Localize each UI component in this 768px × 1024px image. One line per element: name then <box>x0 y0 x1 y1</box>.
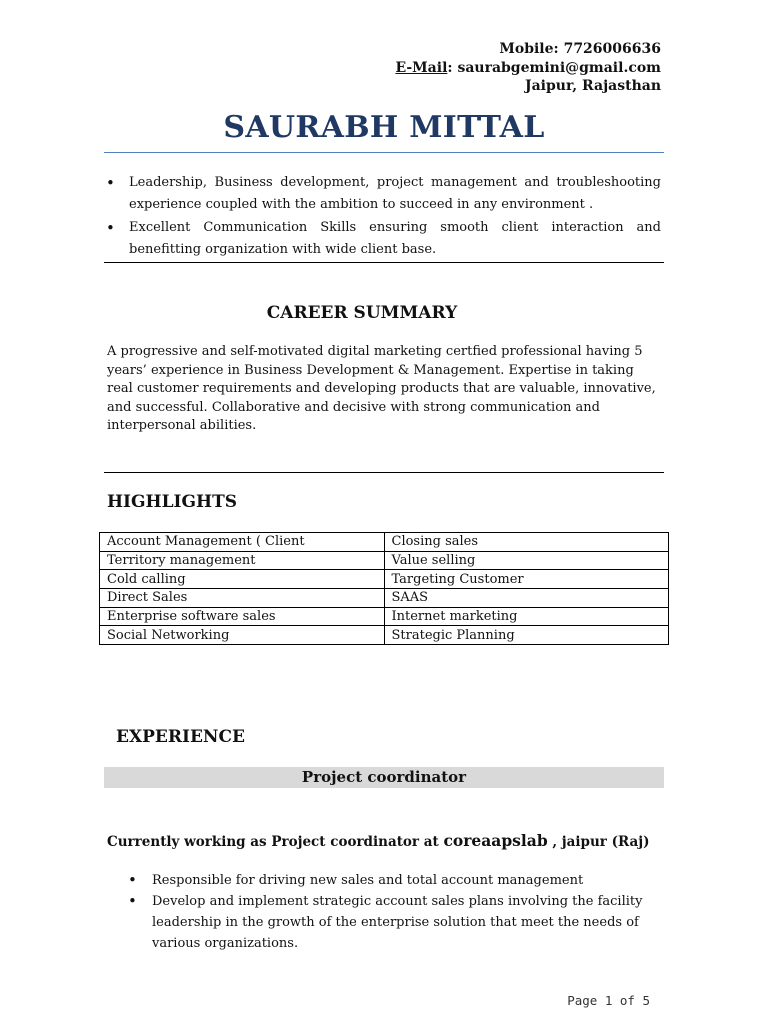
current-position-line <box>107 831 650 850</box>
table-cell: Value selling <box>384 551 669 570</box>
duty-item: • Develop and implement strategic account sales plans involving the facility leadership in the growth of the enterprise solution that meet the needs of various organizations. <box>128 891 648 954</box>
contact-block <box>395 40 661 96</box>
mobile-line <box>395 40 661 59</box>
email-address[interactable]: saurabgemini@gmail.com <box>457 59 661 76</box>
table-cell: Targeting Customer <box>384 570 669 589</box>
current-position-prefix: Currently working as Project coordinator at <box>107 834 439 850</box>
email-line: E-Mail: saurabgemini@gmail.com <box>395 59 661 76</box>
table-cell: Direct Sales <box>100 589 385 608</box>
table-row <box>100 607 669 626</box>
company-name: coreaapslab <box>443 831 548 850</box>
table-cell: Internet marketing <box>384 607 669 626</box>
table-cell: Closing sales <box>384 533 669 552</box>
table-cell: Cold calling <box>100 570 385 589</box>
table-row <box>100 533 669 552</box>
table-row <box>100 551 669 570</box>
career-summary-heading: CAREER SUMMARY <box>266 303 458 323</box>
table-cell: Territory management <box>100 551 385 570</box>
experience-heading: EXPERIENCE <box>116 727 245 747</box>
mobile-label: Mobile: <box>499 41 559 57</box>
table-row <box>100 570 669 589</box>
current-position-suffix: , jaipur (Raj) <box>552 834 650 850</box>
table-cell: Enterprise software sales <box>100 607 385 626</box>
intro-bullet: • Leadership, Business development, project management and troubleshooting experience coupled with the ambition to succeed in any environment . <box>104 172 661 216</box>
table-row <box>100 626 669 645</box>
duties-list <box>128 870 648 954</box>
highlights-table <box>99 532 669 645</box>
name-divider <box>104 152 664 153</box>
table-cell: Strategic Planning <box>384 626 669 645</box>
table-cell: SAAS <box>384 589 669 608</box>
role-title-bar: Project coordinator <box>104 767 664 788</box>
table-cell: Account Management ( Client <box>100 533 385 552</box>
candidate-name: SAURABH MITTAL <box>223 110 545 145</box>
career-summary-text: A progressive and self-motivated digital marketing certfied professional having 5 years’ experience in Business Development & Management. Expertise in taking real customer requirements and developing products that are valuable, innovative, and successful. Collaborative and decisive with strong communication and interpersonal abilities. <box>107 344 656 433</box>
page-number: Page 1 of 5 <box>567 993 650 1008</box>
table-cell: Social Networking <box>100 626 385 645</box>
summary-divider <box>104 472 664 473</box>
intro-bullet: • Excellent Communication Skills ensuring smooth client interaction and benefitting organization with wide client base. <box>104 217 661 261</box>
email-label: E-Mail <box>395 59 448 76</box>
duty-item: • Responsible for driving new sales and total account management <box>128 870 648 891</box>
table-row <box>100 589 669 608</box>
location: Jaipur, Rajasthan <box>524 78 661 94</box>
intro-bullet-list <box>104 172 661 262</box>
mobile-number: 7726006636 <box>563 41 661 57</box>
highlights-heading: HIGHLIGHTS <box>107 492 238 512</box>
intro-divider <box>104 262 664 263</box>
